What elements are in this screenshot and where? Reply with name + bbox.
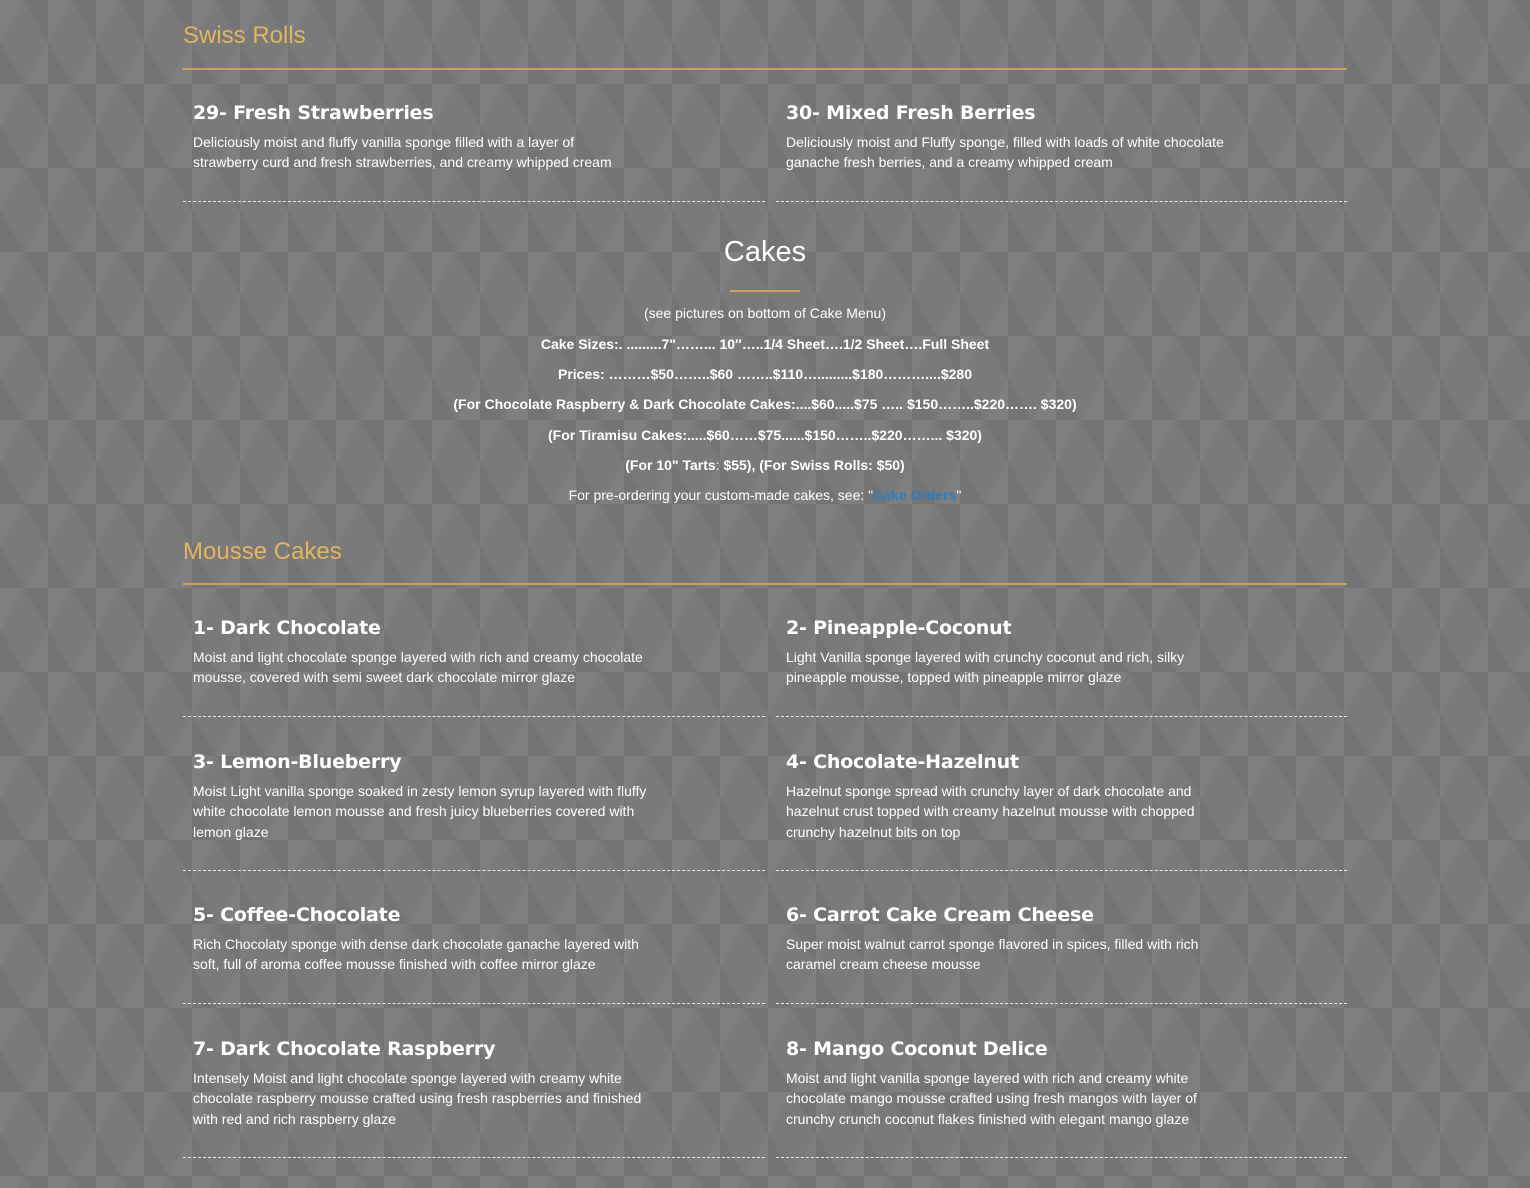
item-title: 1- Dark Chocolate — [193, 617, 381, 639]
item-description: Rich Chocolaty sponge with dense dark chocolate ganache layered with soft, full of aroma coffee mousse finished with coffee mirror glaze — [193, 936, 639, 973]
cake-sizes-line: Cake Sizes:. .........7"……... 10″…..1/4 Sheet….1/2 Sheet….Full Sheet — [540, 336, 990, 352]
item-title: 6- Carrot Cake Cream Cheese — [786, 904, 1094, 926]
preorder-line — [183, 487, 1347, 503]
item-title: 7- Dark Chocolate Raspberry — [193, 1038, 496, 1060]
tarts-separator: : — [715, 457, 724, 473]
tiramisu-prices-line: (For Tiramisu Cakes:.....$60……$75......$150……..$220……... $320) — [548, 427, 982, 443]
item-divider — [776, 201, 1347, 202]
mousse-cakes-divider — [183, 583, 1347, 585]
item-description: Light Vanilla sponge layered with crunchy coconut and rich, silky pineapple mousse, topped with pineapple mirror glaze — [786, 649, 1185, 686]
item-divider — [183, 1157, 765, 1158]
item-description: Moist and light vanilla sponge layered with rich and creamy white chocolate mango mousse crafted using fresh mangos with layer of crunchy crunch coconut flakes finished with elegant mango glaze — [786, 1070, 1197, 1127]
tarts-swiss-prices: $55), (For Swiss Rolls: $50) — [723, 457, 905, 473]
cake-prices-line: Prices: ………$50……..$60 ……..$110….........$180………....$280 — [558, 366, 972, 382]
tarts-swiss-prices-line — [183, 457, 1347, 473]
mousse-cakes-heading: Mousse Cakes — [183, 538, 342, 565]
swiss-rolls-heading: Swiss Rolls — [183, 22, 306, 49]
chocolate-raspberry-prices-line: (For Chocolate Raspberry & Dark Chocolate Cakes:....$60.....$75 ….. $150……..$220……. $320) — [453, 396, 1077, 412]
item-divider — [776, 716, 1347, 717]
item-description: Deliciously moist and Fluffy sponge, filled with loads of white chocolate ganache fresh berries, and a creamy whipped cream — [786, 134, 1224, 171]
preorder-text: For pre-ordering your custom-made cakes, see: " — [568, 487, 874, 503]
item-divider — [776, 1003, 1347, 1004]
item-divider — [776, 870, 1347, 871]
item-title: 3- Lemon-Blueberry — [193, 751, 402, 773]
item-divider — [183, 1003, 765, 1004]
cake-pictures-note: (see pictures on bottom of Cake Menu) — [643, 305, 886, 321]
item-title: 29- Fresh Strawberries — [193, 102, 434, 124]
cakes-heading: Cakes — [723, 236, 807, 268]
item-description: Super moist walnut carrot sponge flavored in spices, filled with rich caramel cream cheese mousse — [786, 936, 1199, 973]
item-description: Moist and light chocolate sponge layered with rich and creamy chocolate mousse, covered with semi sweet dark chocolate mirror glaze — [193, 649, 643, 686]
item-divider — [776, 1157, 1347, 1158]
item-description: Hazelnut sponge spread with crunchy layer of dark chocolate and hazelnut crust topped with creamy hazelnut mousse with chopped crunchy hazelnut bits on top — [786, 783, 1195, 840]
cake-orders-link[interactable]: Cake Orders — [873, 487, 957, 503]
item-description: Intensely Moist and light chocolate sponge layered with creamy white chocolate raspberry mousse crafted using fresh raspberries and finished with red and rich raspberry glaze — [193, 1070, 642, 1127]
swiss-rolls-divider — [183, 68, 1347, 70]
item-title: 5- Coffee-Chocolate — [193, 904, 401, 926]
item-title: 4- Chocolate-Hazelnut — [786, 751, 1019, 773]
preorder-quote: " — [956, 487, 962, 503]
item-divider — [183, 716, 765, 717]
item-title: 2- Pineapple-Coconut — [786, 617, 1012, 639]
item-divider — [183, 201, 765, 202]
tarts-label: (For 10" Tarts — [625, 457, 716, 473]
item-title: 30- Mixed Fresh Berries — [786, 102, 1036, 124]
item-title: 8- Mango Coconut Delice — [786, 1038, 1048, 1060]
item-description: Deliciously moist and fluffy vanilla sponge filled with a layer of strawberry curd and fresh strawberries, and creamy whipped cream — [193, 134, 612, 171]
cakes-heading-underline — [730, 290, 800, 292]
item-divider — [183, 870, 765, 871]
item-description: Moist Light vanilla sponge soaked in zesty lemon syrup layered with fluffy white chocolate lemon mousse and fresh juicy blueberries covered with lemon glaze — [193, 783, 647, 840]
